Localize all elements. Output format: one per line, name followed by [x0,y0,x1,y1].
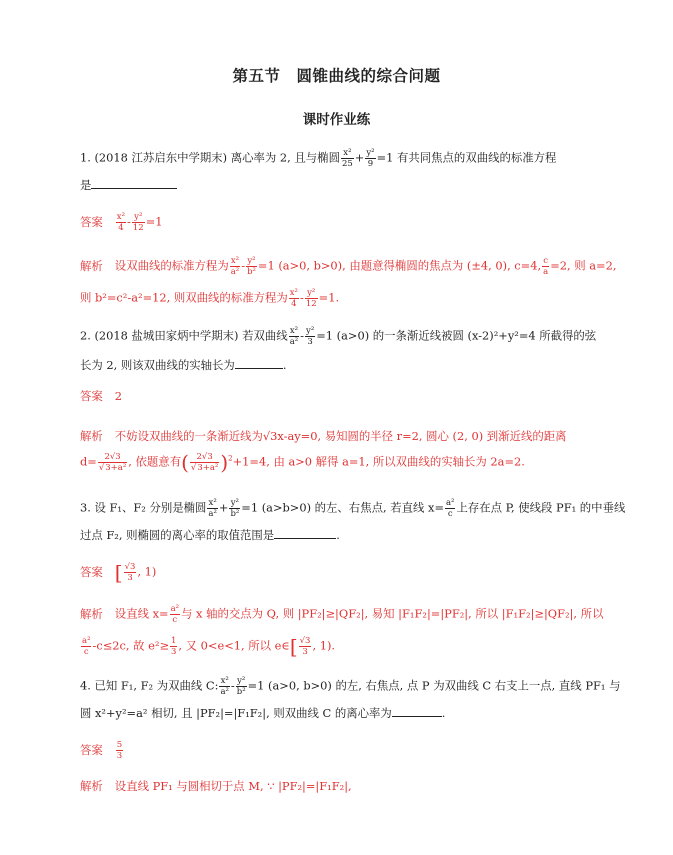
q1-answer-blank [91,176,177,189]
q1-stem: 1. (2018 江苏启东中学期末) 离心率为 2, 且与椭圆 $\frac{\text{x²}}{25}$ + $\frac{\text{y²}}{9}$ =1 有共同焦点的双曲线的标准方程 [80,148,557,169]
q4-analysis-line1: 解析 设直线 PF₁ 与圆相切于点 M, ∵ |PF₂|=|F₁F₂|, [80,779,352,793]
q1-analysis-line1: 解析 设双曲线的标准方程为 $\frac{\text{x²}}{\text{a²}}$ - $\frac{\text{y²}}{\text{b²}}$ =1 (a>0, b>0), 由题意得椭圆的焦点为 (±4, 0), c=4, $\frac{c}{a}$ =2, 则 a=2, [80,256,617,277]
q2-analysis-line1: 解析 不妨设双曲线的一条渐近线为√3x-ay=0, 易知圆的半径 r=2, 圆心 (2, 0) 到渐近线的距离 [80,429,567,443]
q2-answer-blank [235,356,283,369]
q1-stem-line2: 是 [80,176,177,193]
q4-stem-line2: 圆 x²+y²=a² 相切, 且 |PF₂|=|F₁F₂|, 则双曲线 C 的离心率为 . [80,706,446,720]
q3-stem: 3. 设 F₁、F₂ 分别是椭圆 $\frac{\text{x²}}{\text{a²}}$ + $\frac{\text{y²}}{\text{b²}}$ =1 (a>b>0) 的左、右焦点, 若直线 x= $\frac{\text{a²}}{c}$ 上存在点 P, 使线段 PF₁ 的中垂线 [80,498,626,519]
q4-answer: 答案 $\frac{5}{3}$ [80,740,123,761]
q2-answer: 答案 2 [80,389,123,403]
page-title: 第五节 圆锥曲线的综合问题 [232,67,441,85]
q3-stem-line2: 过点 F₂, 则椭圆的离心率的取值范围是 . [80,528,340,542]
q1-answer: 答案 $\frac{\text{x²}}{4}$ - $\frac{\text{y²}}{12}$ =1 [80,212,163,233]
q2-analysis-line2: d= $\frac{2√3}{\text{√3+a²}}$ , 依题意有( $\frac{2√3}{\text{√3+a²}}$ )$^2$+1=4, 由 a>0 解得 a=1, 所以双曲线的实轴长为 2a=2. [80,450,525,475]
q4-answer-blank [392,704,442,717]
q3-answer-blank [274,526,336,539]
q2-stem-line2: 长为 2, 则该双曲线的实轴长为 . [80,358,287,372]
q1-analysis-line2: 则 b²=c²-a²=12, 则双曲线的标准方程为 $\frac{\text{x²}}{4}$ - $\frac{\text{y²}}{12}$ =1. [80,288,340,309]
q4-stem: 4. 已知 F₁, F₂ 为双曲线 C: $\frac{\text{x²}}{\text{a²}}$ - $\frac{\text{y²}}{\text{b²}}$ =1 (a>0, b>0) 的左, 右焦点, 点 P 为双曲线 C 右支上一点, 直线 PF₁ 与 [80,676,621,697]
q3-analysis-line2: $\frac{\text{a²}}{c}$ -c≤2c, 故 e²≥ $\frac{1}{3}$ , 又 0<e<1, 所以 e∈[ $\frac{√3}{3}$ , 1). [82,634,336,659]
page-subtitle: 课时作业练 [302,112,371,128]
q3-analysis-line1: 解析 设直线 x= $\frac{\text{a²}}{c}$ 与 x 轴的交点为 Q, 则 |PF₂|≥|QF₂|, 易知 |F₁F₂|=|PF₂|, 所以 |F₁F₂|≥|QF₂|, 所以 [80,604,604,625]
q2-stem: 2. (2018 盐城田家炳中学期末) 若双曲线 $\frac{\text{x²}}{\text{a²}}$ - $\frac{\text{y²}}{3}$ =1 (a>0) 的一条渐近线被圆 (x-2)²+y²=4 所截得的弦 [80,326,597,347]
q3-answer: 答案 [ $\frac{√3}{3}$ , 1) [80,560,157,585]
